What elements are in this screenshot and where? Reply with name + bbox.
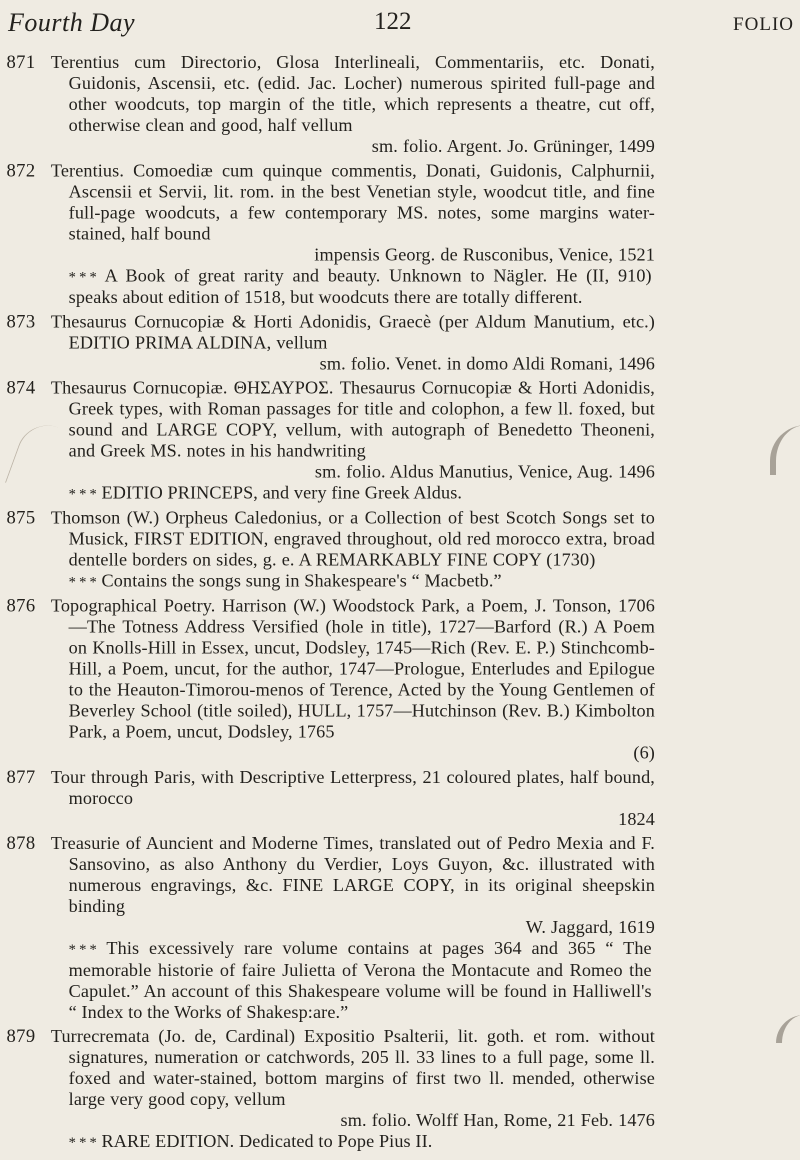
lot-note [51,1131,652,1153]
lot-number: 871 [6,52,36,73]
lot-number: 877 [6,766,36,787]
lot-imprint: impensis Georg. de Rusconibus, Venice, 1521 [314,244,655,265]
lot-text: Topographical Poetry. Harrison (W.) Woodstock Park, a Poem, J. Tonson, 1706—The Totness Address Versified (hole in title), 1727—Barford (R.) A Poem on Knolls-Hill in Essex, uncut, Dodsley, 1745—Rich (Rev. E. P.) Stinchcomb-Hill, a Poem, uncut, for the author, 1747—Prologue, Enterludes and Epilogue to the Heauton-Timorou-menos of Terence, Acted by the Young Gentlemen of Beverley School (title soiled), HULL, 1757—Hutchinson (Rev. B.) Kimbolton Park, a Poem, uncut, Dodsley, 1765 [50,595,655,742]
lot-number: 878 [6,832,36,854]
lot-text: Terentius cum Directorio, Glosa Interlineali, Commentariis, etc. Donati, Guidonis, Ascensii, etc. (edid. Jac. Locher) numerous spirited full-page and other woodcuts, top margin of the title, which represents a theatre, cut off, otherwise clean and good, half vellum [50,52,655,136]
page-header [0,0,800,52]
lot-entry [0,1025,655,1153]
lot-description [51,596,655,764]
lot-entry [0,507,655,592]
note-asterisks: * * * [68,1134,97,1151]
note-asterisks: * * * [68,485,97,502]
lot-text: Turrecremata (Jo. de, Cardinal) Expositio Psalterii, lit. goth. et rom. without signatures, numeration or catchwords, 205 ll. 33 lines to a full page, some ll. foxed and water-stained, bottom margins of first two ll. mended, otherwise large very good copy, vellum [50,1025,655,1110]
note-text: RARE EDITION. Dedicated to Pope Pius II. [101,1130,433,1152]
lot-description [51,833,655,938]
margin-mark-right [770,425,800,475]
lot-text: Treasurie of Auncient and Moderne Times, translated out of Pedro Mexia and F. Sansovino, as also Anthony du Verdier, Loys Guyon, &c. illustrated with numerous engravings, &c. FINE LARGE COPY, in its original sheepskin binding [50,832,655,917]
lot-number: 874 [6,377,36,398]
lot-entry [0,160,655,308]
lot-note [51,570,652,592]
lot-imprint: sm. folio. Venet. in domo Aldi Romani, 1496 [319,353,655,374]
note-asterisks: * * * [68,268,97,285]
lot-number: 872 [6,160,36,181]
lot-text: Thesaurus Cornucopiæ. ΘΗΣΑΥΡΟΣ. Thesaurus Cornucopiæ & Horti Adonidis, Greek types, with Roman passages for title and colophon, a few ll. foxed, but sound and LARGE COPY, vellum, with autograph of Benedetto Theoneni, and Greek MS. notes in his handwriting [50,377,655,461]
sale-day: Fourth Day [8,8,136,37]
lot-imprint: sm. folio. Aldus Manutius, Venice, Aug. 1496 [314,461,655,482]
lot-imprint: 1824 [618,808,655,829]
note-text: A Book of great rarity and beauty. Unknown to Nägler. He (II, 910) speaks about edition of 1518, but woodcuts there are totally different. [68,265,652,308]
lot-note [51,938,652,1023]
lot-description [51,160,655,265]
lot-text: Tour through Paris, with Descriptive Letterpress, 21 coloured plates, half bound, morocco [50,766,655,808]
lot-number: 875 [6,507,36,528]
lot-imprint: W. Jaggard, 1619 [525,916,655,938]
lot-description [51,507,655,570]
lot-number: 879 [6,1025,36,1047]
lot-text: Thesaurus Cornucopiæ & Horti Adonidis, Graecè (per Aldum Manutium, etc.) EDITIO PRIMA ALDINA, vellum [50,311,655,353]
lot-number: 873 [6,311,36,332]
lot-text: Terentius. Comoediæ cum quinque commentis, Donati, Guidonis, Calphurnii, Ascensii et Servii, lit. rom. in the best Venetian style, woodcut title, and fine full-page woodcuts, a few contemporary MS. notes, some margins water-stained, half bound [50,160,655,244]
lot-entry [0,832,655,1023]
format-label: FOLIO [733,14,794,35]
margin-mark-right [776,1015,800,1043]
lot-count: (6) [633,742,655,763]
lot-note [51,482,652,504]
lot-text: Thomson (W.) Orpheus Caledonius, or a Collection of best Scotch Songs set to Musick, FIRST EDITION, engraved throughout, old red morocco extra, broad dentelle borders on sides, g. e. A REMARKABLY FINE COPY (1730) [50,507,655,570]
lot-list [0,52,655,1152]
note-text: This excessively rare volume contains at pages 364 and 365 “ The memorable historie of faire Julietta of Verona the Montacute and Romeo the Capulet.” An account of this Shakespeare volume will be found in Halliwell's “ Index to the Works of Shakesp:are.” [68,937,652,1022]
lot-imprint: sm. folio. Argent. Jo. Grüninger, 1499 [371,135,655,157]
lot-description [51,767,655,830]
lot-description [51,377,655,482]
lot-entry [0,595,655,764]
lot-imprint: sm. folio. Wolff Han, Rome, 21 Feb. 1476 [340,1109,655,1131]
lot-description [51,311,655,374]
note-text: EDITIO PRINCEPS, and very fine Greek Aldus. [101,482,463,503]
note-asterisks: * * * [68,941,97,958]
lot-entry [0,766,655,830]
lot-number: 876 [6,595,36,616]
lot-description [51,1026,655,1131]
lot-description [51,52,655,157]
page-number: 122 [374,8,412,35]
note-text: Contains the songs sung in Shakespeare's “ Macbetb.” [101,570,502,591]
lot-entry [0,311,655,374]
lot-note [51,265,652,308]
lot-entry [0,377,655,504]
lot-entry [0,52,655,157]
note-asterisks: * * * [68,573,97,590]
